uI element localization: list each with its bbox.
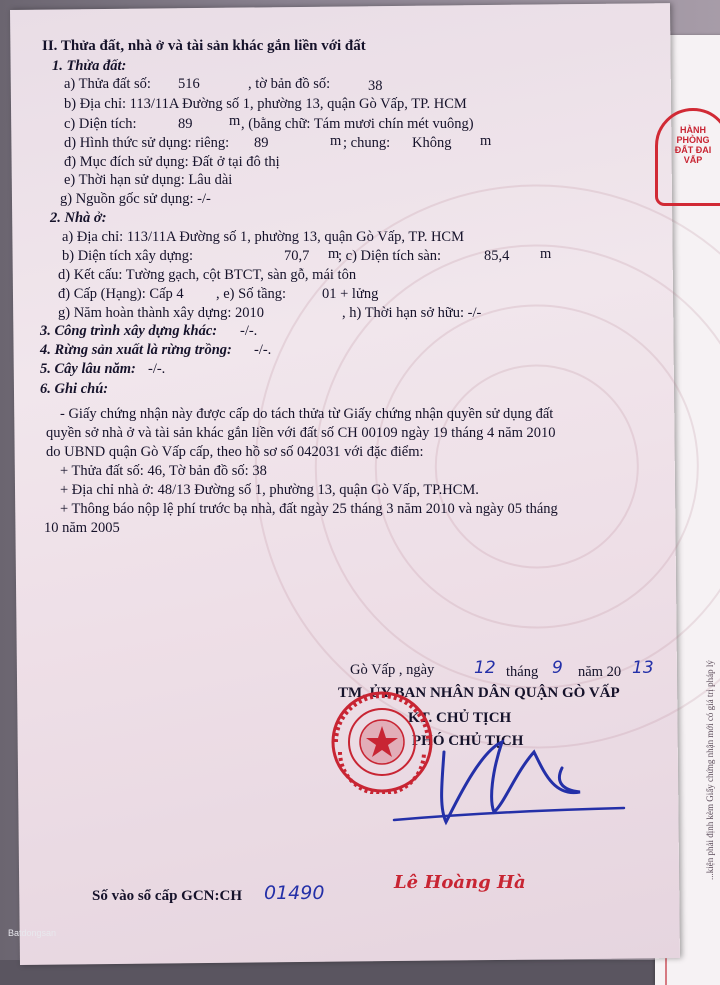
land-area-words: , (bằng chữ: Tám mươi chín mét vuông) xyxy=(241,116,474,132)
registry-number: 01490 xyxy=(264,882,325,904)
floor-area-unit: m xyxy=(540,246,552,262)
office-stamp: HÀNH PHÒNG ĐẤT ĐAI VẤP xyxy=(655,108,720,206)
signer-title: PHÓ CHỦ TỊCH xyxy=(412,733,524,749)
note-line: 10 năm 2005 xyxy=(44,520,120,536)
date-year-label: năm 20 xyxy=(578,664,622,680)
forest-value: -/-. xyxy=(254,342,272,358)
note-line: do UBND quận Gò Vấp cấp, theo hồ sơ số 042031 với đặc điểm: xyxy=(46,444,424,460)
land-heading: 1. Thửa đất: xyxy=(52,58,127,74)
signer-kt: KT. CHỦ TỊCH xyxy=(408,710,512,726)
land-area-value: 89 xyxy=(178,116,193,132)
usage-form-label: d) Hình thức sử dụng: riêng: xyxy=(64,135,230,151)
grade: đ) Cấp (Hạng): Cấp 4 xyxy=(58,286,184,302)
date-month: 9 xyxy=(552,658,563,678)
building-area-value: 70,7 xyxy=(284,248,310,264)
notes-heading: 6. Ghi chú: xyxy=(40,381,109,397)
usage-private-value: 89 xyxy=(254,135,269,151)
note-line: quyền sở nhà ở và tài sản khác gắn liền với đất số CH 00109 ngày 19 tháng 4 năm 2010 xyxy=(46,425,556,441)
watermark-logo: Batdongsan xyxy=(8,928,57,938)
usage-common-unit: m xyxy=(480,133,492,149)
building-area-unit: m xyxy=(328,246,340,262)
registry-label: Số vào sổ cấp GCN:CH xyxy=(92,888,243,904)
building-area-label: b) Diện tích xây dựng: xyxy=(62,248,194,264)
forest-heading: 4. Rừng sản xuất là rừng trồng: xyxy=(40,342,232,358)
perennial-value: -/-. xyxy=(148,361,166,377)
date-year: 13 xyxy=(632,658,654,678)
floor-area-label: ; c) Diện tích sàn: xyxy=(338,248,442,264)
section-title: II. Thửa đất, nhà ở và tài sản khác gắn liền với đất xyxy=(42,38,366,54)
note-line: + Thông báo nộp lệ phí trước bạ nhà, đất ngày 25 tháng 3 năm 2010 và ngày 05 tháng xyxy=(60,501,558,517)
completion-year: g) Năm hoàn thành xây dựng: 2010 xyxy=(58,305,264,321)
floors-label: , e) Số tầng: xyxy=(216,286,287,302)
usage-term: e) Thời hạn sử dụng: Lâu dài xyxy=(64,172,233,188)
note-line: + Thửa đất số: 46, Tờ bản đồ số: 38 xyxy=(60,463,267,479)
structure: d) Kết cấu: Tường gạch, cột BTCT, sàn gỗ, mái tôn xyxy=(58,267,357,283)
signature-stroke xyxy=(384,712,644,832)
land-number-label: a) Thửa đất số: xyxy=(64,76,151,92)
note-line: + Địa chỉ nhà ở: 48/13 Đường số 1, phường 13, quận Gò Vấp, TP.HCM. xyxy=(60,482,479,498)
floors-value: 01 + lửng xyxy=(322,286,379,302)
signer-name: Lê Hoàng Hà xyxy=(394,872,526,893)
other-works-heading: 3. Công trình xây dựng khác: xyxy=(40,323,218,339)
house-heading: 2. Nhà ở: xyxy=(50,210,107,226)
date-place: Gò Vấp , ngày xyxy=(350,662,435,678)
usage-purpose: đ) Mục đích sử dụng: Đất ở tại đô thị xyxy=(64,154,280,170)
other-works-value: -/-. xyxy=(240,323,258,339)
usage-common-value: Không xyxy=(412,135,452,151)
note-line: - Giấy chứng nhận này được cấp do tách thửa từ Giấy chứng nhận quyền sử dụng đất xyxy=(60,406,554,422)
usage-private-unit: m xyxy=(330,133,342,149)
side-legal-note: ...kiện phải định kèm Giấy chứng nhận mới có giá trị pháp lý xyxy=(705,660,715,880)
map-number-value: 38 xyxy=(368,78,383,94)
perennial-heading: 5. Cây lâu năm: xyxy=(40,361,136,377)
land-address: b) Địa chỉ: 113/11A Đường số 1, phường 13, quận Gò Vấp, TP. HCM xyxy=(64,96,467,112)
date-month-label: tháng xyxy=(506,664,539,680)
usage-origin: g) Nguồn gốc sử dụng: -/- xyxy=(60,191,211,207)
land-area-label: c) Diện tích: xyxy=(64,116,137,132)
issuing-org: TM. ỦY BAN NHÂN DÂN QUẬN GÒ VẤP xyxy=(338,685,620,701)
usage-common-label: ; chung: xyxy=(343,135,391,151)
ownership-term: , h) Thời hạn sở hữu: -/- xyxy=(342,305,482,321)
house-address: a) Địa chỉ: 113/11A Đường số 1, phường 13, quận Gò Vấp, TP. HCM xyxy=(62,229,464,245)
floor-area-value: 85,4 xyxy=(484,248,510,264)
date-day: 12 xyxy=(474,658,496,678)
land-number-value: 516 xyxy=(178,76,200,92)
map-number-label: , tờ bản đồ số: xyxy=(248,76,331,92)
land-area-unit: m xyxy=(229,113,241,129)
